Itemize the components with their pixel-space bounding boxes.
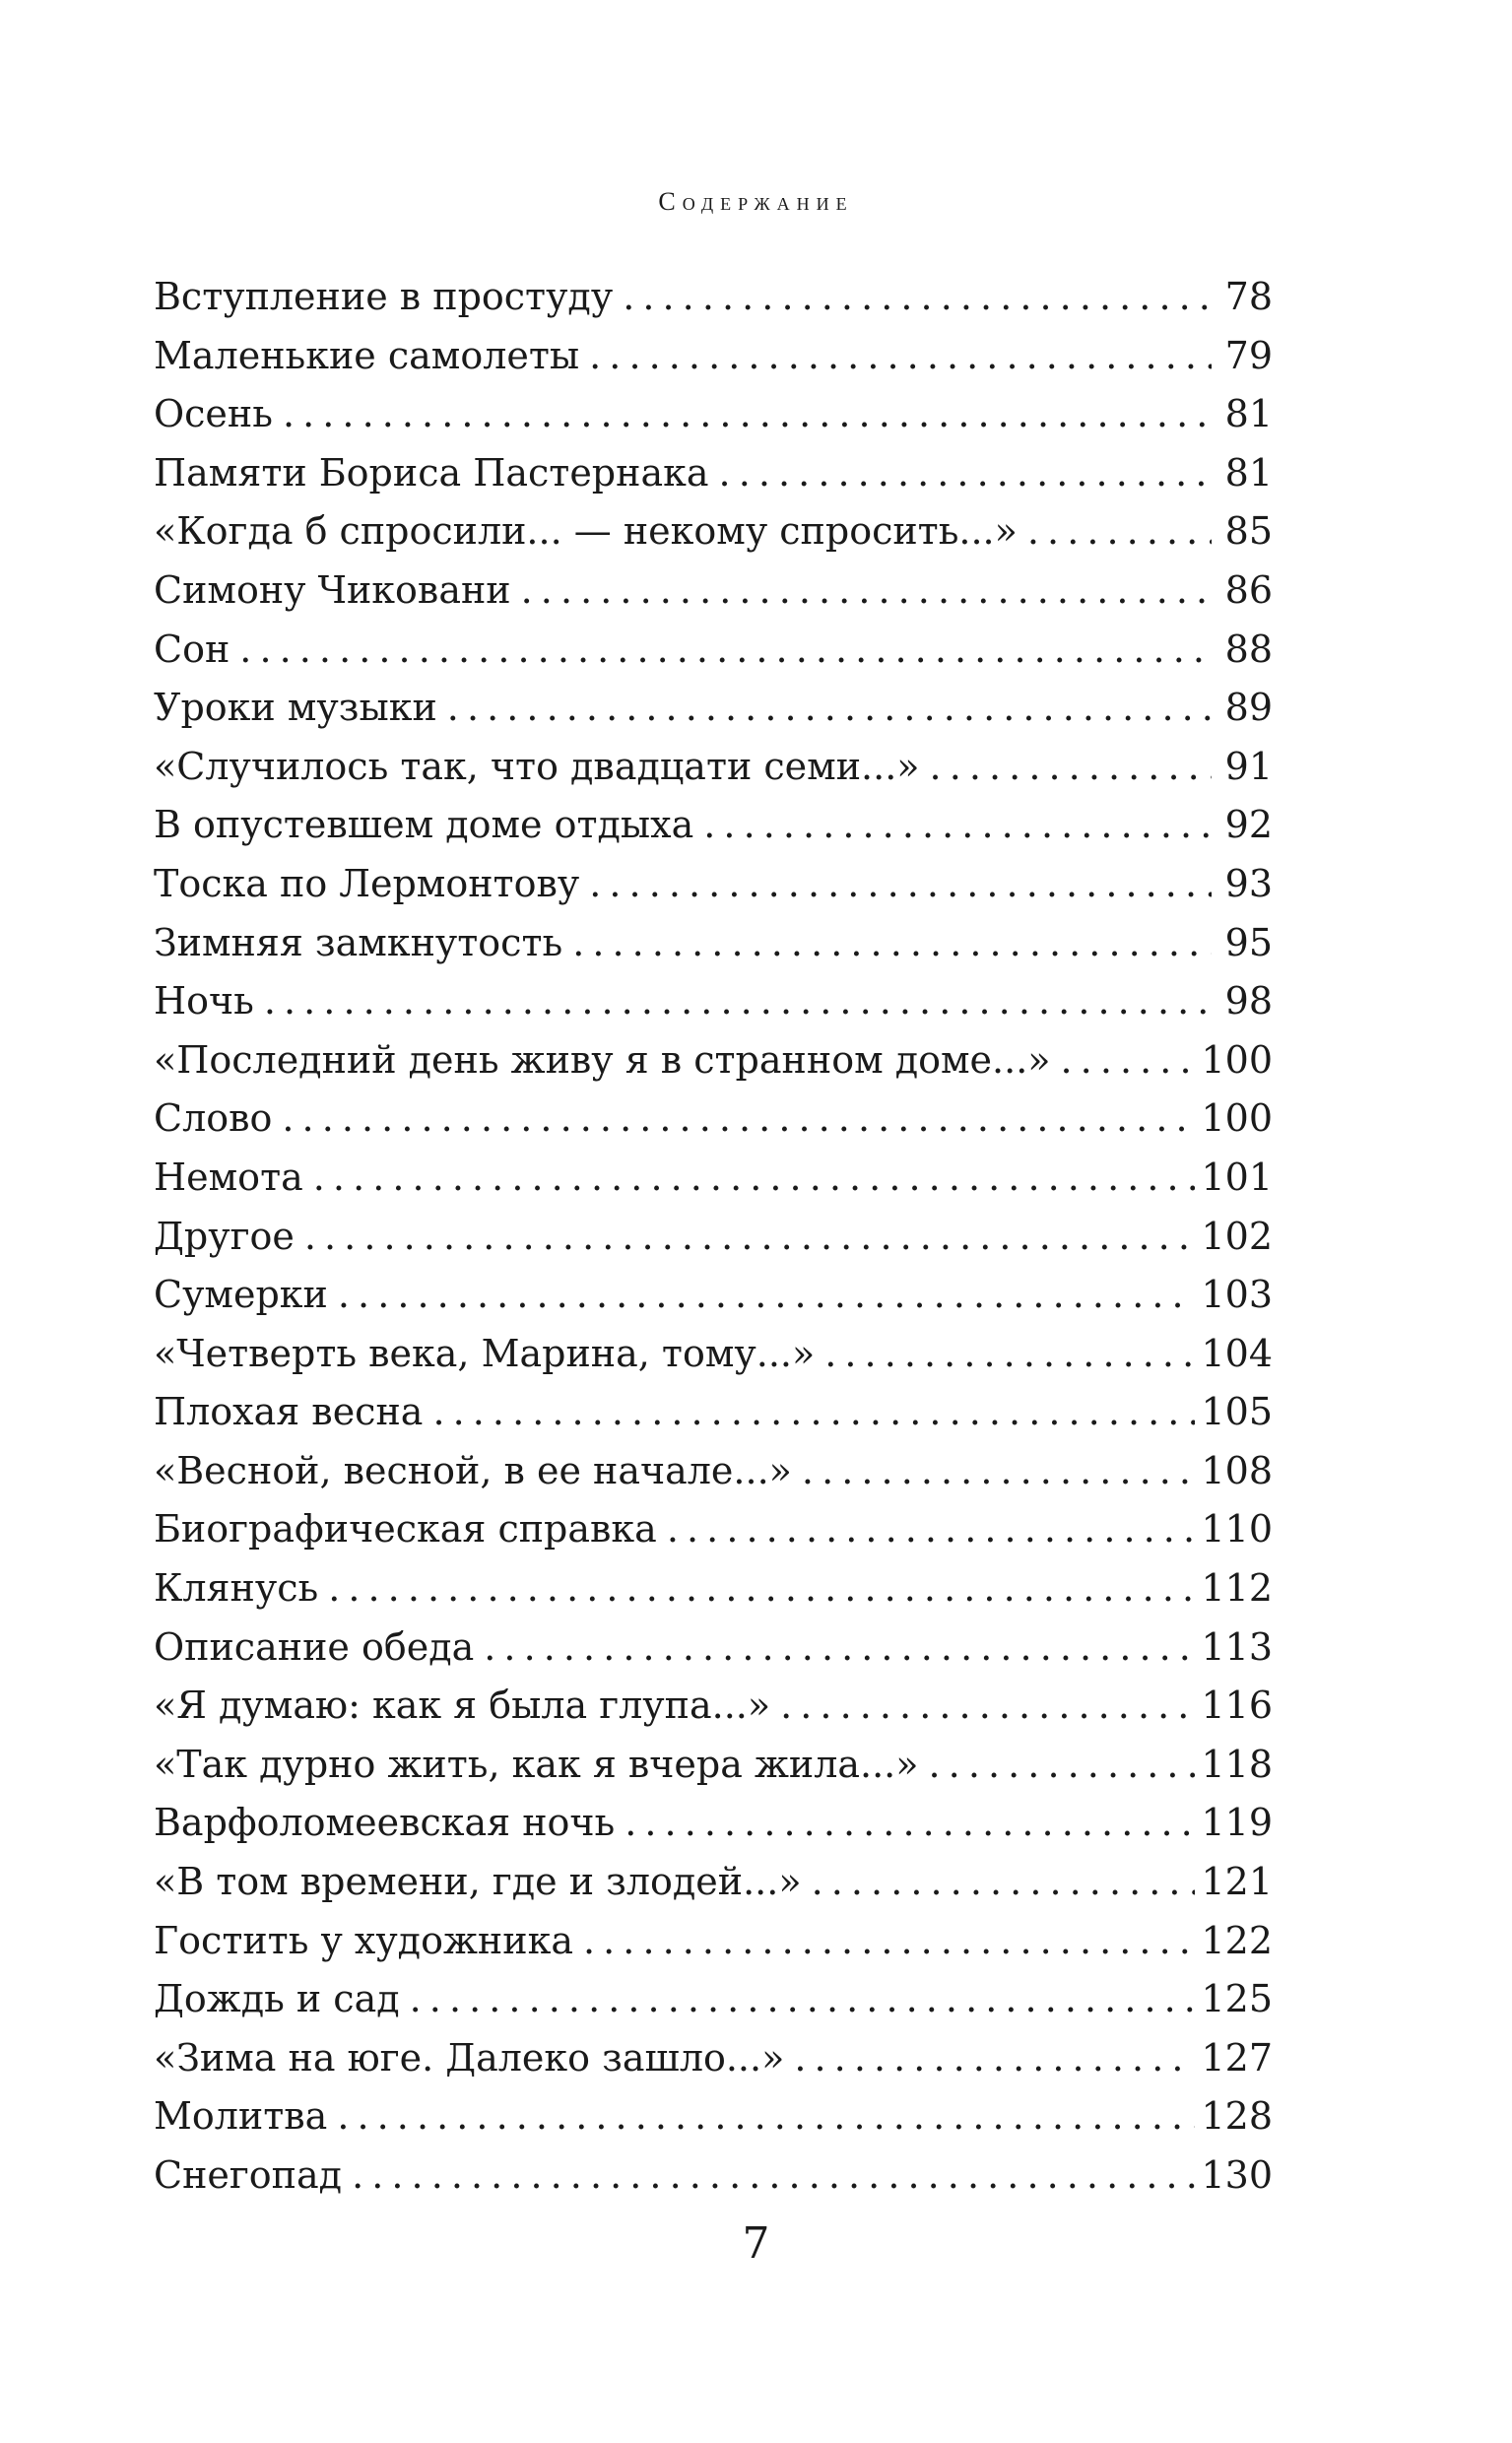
toc-entry [154,1089,1273,1149]
toc-entry-title: Слово [154,1096,273,1141]
toc-entry-title: Молитва [154,2094,328,2139]
toc-entry-page: 104 [1201,1331,1273,1375]
toc-entry-page: 100 [1201,1096,1273,1141]
dot-leader [410,1970,1196,2029]
toc-entry [154,738,1273,797]
toc-entry [154,679,1273,738]
toc-entry-title: «Последний день живу я в странном доме...» [154,1037,1051,1082]
toc-entry-page: 128 [1201,2094,1273,2139]
toc-entry [154,1208,1273,1267]
toc-entry-title: Биографическая справка [154,1507,657,1552]
toc-entry [154,972,1273,1031]
toc-entry-page: 102 [1201,1214,1273,1258]
dot-leader [264,972,1212,1031]
toc-entry-title: В опустевшем доме отдыха [154,803,694,847]
toc-entry-page: 113 [1201,1624,1273,1669]
dot-leader [667,1500,1196,1559]
toc-entry-title: Сон [154,627,230,671]
toc-entry-page: 85 [1224,509,1273,554]
toc-entry [154,621,1273,680]
toc-entry-page: 100 [1201,1037,1273,1082]
toc-entry-page: 92 [1224,803,1273,847]
toc-entry-title: Другое [154,1214,295,1258]
toc-entry-title: Маленькие самолеты [154,333,580,377]
toc-entry-title: «В том времени, где и злодей...» [154,1860,802,1904]
dot-leader [623,268,1212,327]
toc-entry [154,1794,1273,1853]
dot-leader [282,1089,1195,1149]
toc-entry-page: 112 [1201,1566,1273,1611]
toc-entry-title: Зимняя замкнутость [154,920,563,964]
toc-entry [154,1325,1273,1384]
page-number: 7 [742,2218,770,2269]
toc-entry-title: «Случилось так, что двадцати семи...» [154,744,920,788]
dot-leader [313,1149,1196,1208]
toc-entry [154,855,1273,914]
toc-entry-page: 81 [1224,450,1273,495]
dot-leader [794,2029,1195,2088]
toc-entry-page: 86 [1224,567,1273,612]
dot-leader [432,1383,1195,1442]
dot-leader [283,385,1212,444]
toc-entry-title: Гостить у художника [154,1918,573,1962]
toc-entry-title: «Зима на юге. Далеко зашло...» [154,2035,785,2080]
toc-entry-title: «Когда б спросили... — некому спросить...» [154,509,1018,554]
toc-entry-page: 121 [1201,1860,1273,1904]
dot-leader [930,738,1212,797]
dot-leader [337,2087,1195,2146]
toc-entry-title: Дождь и сад [154,1977,400,2021]
table-of-contents [154,268,1273,2206]
toc-entry [154,1031,1273,1090]
running-header: Содержание [658,187,854,216]
dot-leader [780,1677,1195,1736]
dot-leader [802,1442,1196,1501]
toc-entry-page: 98 [1224,979,1273,1023]
toc-entry-title: Вступление в простуду [154,275,614,318]
toc-entry [154,502,1273,561]
toc-entry-title: «Я думаю: как я была глупа...» [154,1684,771,1728]
toc-entry [154,2029,1273,2088]
dot-leader [328,1559,1195,1618]
toc-entry [154,796,1273,855]
toc-entry-page: 81 [1224,392,1273,436]
toc-entry-page: 119 [1201,1801,1273,1845]
toc-entry-title: Сумерки [154,1273,328,1317]
toc-entry [154,1618,1273,1678]
toc-entry-page: 122 [1201,1918,1273,1962]
toc-entry-title: Памяти Бориса Пастернака [154,450,709,495]
toc-entry [154,1383,1273,1442]
toc-entry-page: 88 [1224,627,1273,671]
dot-leader [589,855,1212,914]
toc-entry [154,1736,1273,1795]
toc-entry-title: Симону Чиковани [154,567,511,612]
toc-entry [154,1912,1273,1971]
dot-leader [1027,502,1212,561]
toc-entry-page: 105 [1201,1390,1273,1434]
toc-entry [154,268,1273,327]
toc-entry [154,2146,1273,2206]
toc-entry-page: 93 [1224,861,1273,905]
toc-entry-title: «Четверть века, Марина, тому...» [154,1331,816,1375]
dot-leader [304,1208,1196,1267]
toc-entry-page: 79 [1224,333,1273,377]
toc-entry-page: 116 [1201,1684,1273,1728]
dot-leader [589,327,1212,386]
toc-entry-title: «Так дурно жить, как я вчера жила...» [154,1742,919,1786]
toc-entry [154,1500,1273,1559]
toc-entry-page: 91 [1224,744,1273,788]
dot-leader [583,1912,1195,1971]
toc-entry [154,1853,1273,1912]
dot-leader [338,1266,1196,1325]
toc-entry-page: 118 [1201,1742,1273,1786]
dot-leader [812,1853,1196,1912]
toc-entry [154,1266,1273,1325]
toc-entry [154,385,1273,444]
dot-leader [824,1325,1195,1384]
toc-entry-title: Описание обеда [154,1624,475,1669]
toc-entry [154,444,1273,503]
dot-leader [447,679,1212,738]
dot-leader [352,2146,1195,2206]
dot-leader [929,1736,1196,1795]
dot-leader [719,444,1212,503]
toc-entry-title: Осень [154,392,273,436]
toc-entry-page: 127 [1201,2035,1273,2080]
toc-entry-title: Снегопад [154,2153,343,2197]
toc-entry-page: 108 [1201,1448,1273,1492]
toc-entry [154,327,1273,386]
dot-leader [239,621,1212,680]
toc-entry [154,1149,1273,1208]
dot-leader [484,1618,1195,1678]
toc-entry [154,914,1273,973]
toc-entry-page: 130 [1201,2153,1273,2197]
toc-entry-title: Уроки музыки [154,686,437,730]
toc-entry-page: 110 [1201,1507,1273,1552]
dot-leader [572,914,1212,973]
toc-entry [154,561,1273,621]
toc-entry-title: Плохая весна [154,1390,424,1434]
toc-entry [154,1677,1273,1736]
toc-entry-title: Ночь [154,979,254,1023]
dot-leader [521,561,1212,621]
toc-entry-title: Немота [154,1155,303,1199]
toc-entry-page: 125 [1201,1977,1273,2021]
toc-entry-page: 78 [1224,275,1273,318]
toc-entry [154,1559,1273,1618]
toc-entry-title: Клянусь [154,1566,319,1611]
toc-entry [154,1970,1273,2029]
toc-entry-page: 95 [1224,920,1273,964]
toc-entry [154,2087,1273,2146]
toc-entry-title: «Весной, весной, в ее начале...» [154,1448,792,1492]
toc-entry-page: 101 [1201,1155,1273,1199]
toc-entry-title: Тоска по Лермонтову [154,861,580,905]
dot-leader [1061,1031,1196,1090]
dot-leader [625,1794,1195,1853]
toc-entry-page: 89 [1224,686,1273,730]
toc-entry-title: Варфоломеевская ночь [154,1801,616,1845]
toc-entry [154,1442,1273,1501]
dot-leader [703,796,1212,855]
toc-entry-page: 103 [1201,1273,1273,1317]
